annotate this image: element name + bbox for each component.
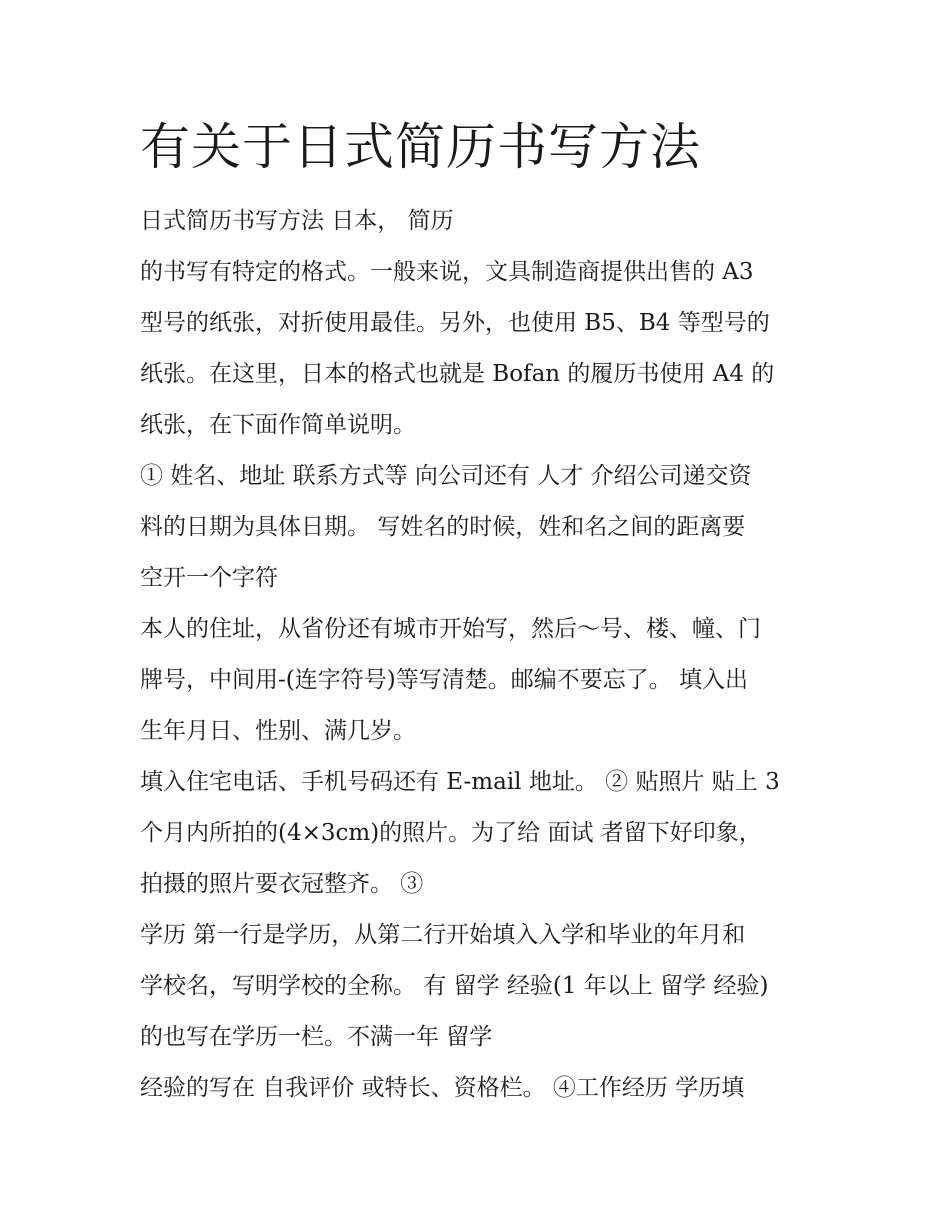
text-line: 经验的写在 自我评价 或特长、资格栏。 ④工作经历 学历填 xyxy=(140,1075,745,1101)
text-line: 填入住宅电话、手机号码还有 E-mail 地址。 ② 贴照片 贴上 3 xyxy=(140,769,780,795)
text-line: 学校名，写明学校的全称。 有 留学 经验(1 年以上 留学 经验) xyxy=(140,973,769,999)
text-line: 空开一个字符 xyxy=(140,565,278,591)
document-body xyxy=(140,196,830,1114)
text-line: 牌号，中间用-(连字符号)等写清楚。邮编不要忘了。 填入出 xyxy=(140,667,749,693)
text-line: 拍摄的照片要衣冠整齐。 ③ xyxy=(140,871,424,897)
text-line: 的书写有特定的格式。一般来说，文具制造商提供出售的 A3 xyxy=(140,259,754,285)
text-line: 本人的住址，从省份还有城市开始写，然后～号、楼、幢、门 xyxy=(140,616,761,642)
text-line: 料的日期为具体日期。 写姓名的时候，姓和名之间的距离要 xyxy=(140,514,746,540)
text-line: 日式简历书写方法 日本， 简历 xyxy=(140,208,454,234)
text-line: 的也写在学历一栏。不满一年 留学 xyxy=(140,1024,493,1050)
text-line: 个月内所拍的(4×3cm)的照片。为了给 面试 者留下好印象， xyxy=(140,820,762,846)
document-title: 有关于日式简历书写方法 xyxy=(140,118,701,176)
text-line: ① 姓名、地址 联系方式等 向公司还有 人才 介绍公司递交资 xyxy=(140,463,752,489)
text-line: 型号的纸张，对折使用最佳。另外，也使用 B5、B4 等型号的 xyxy=(140,310,770,336)
text-line: 学历 第一行是学历，从第二行开始填入入学和毕业的年月和 xyxy=(140,922,746,948)
text-line: 生年月日、性别、满几岁。 xyxy=(140,718,416,744)
text-line: 纸张，在下面作简单说明。 xyxy=(140,412,416,438)
text-line: 纸张。在这里，日本的格式也就是 Bofan 的履历书使用 A4 的 xyxy=(140,361,775,387)
